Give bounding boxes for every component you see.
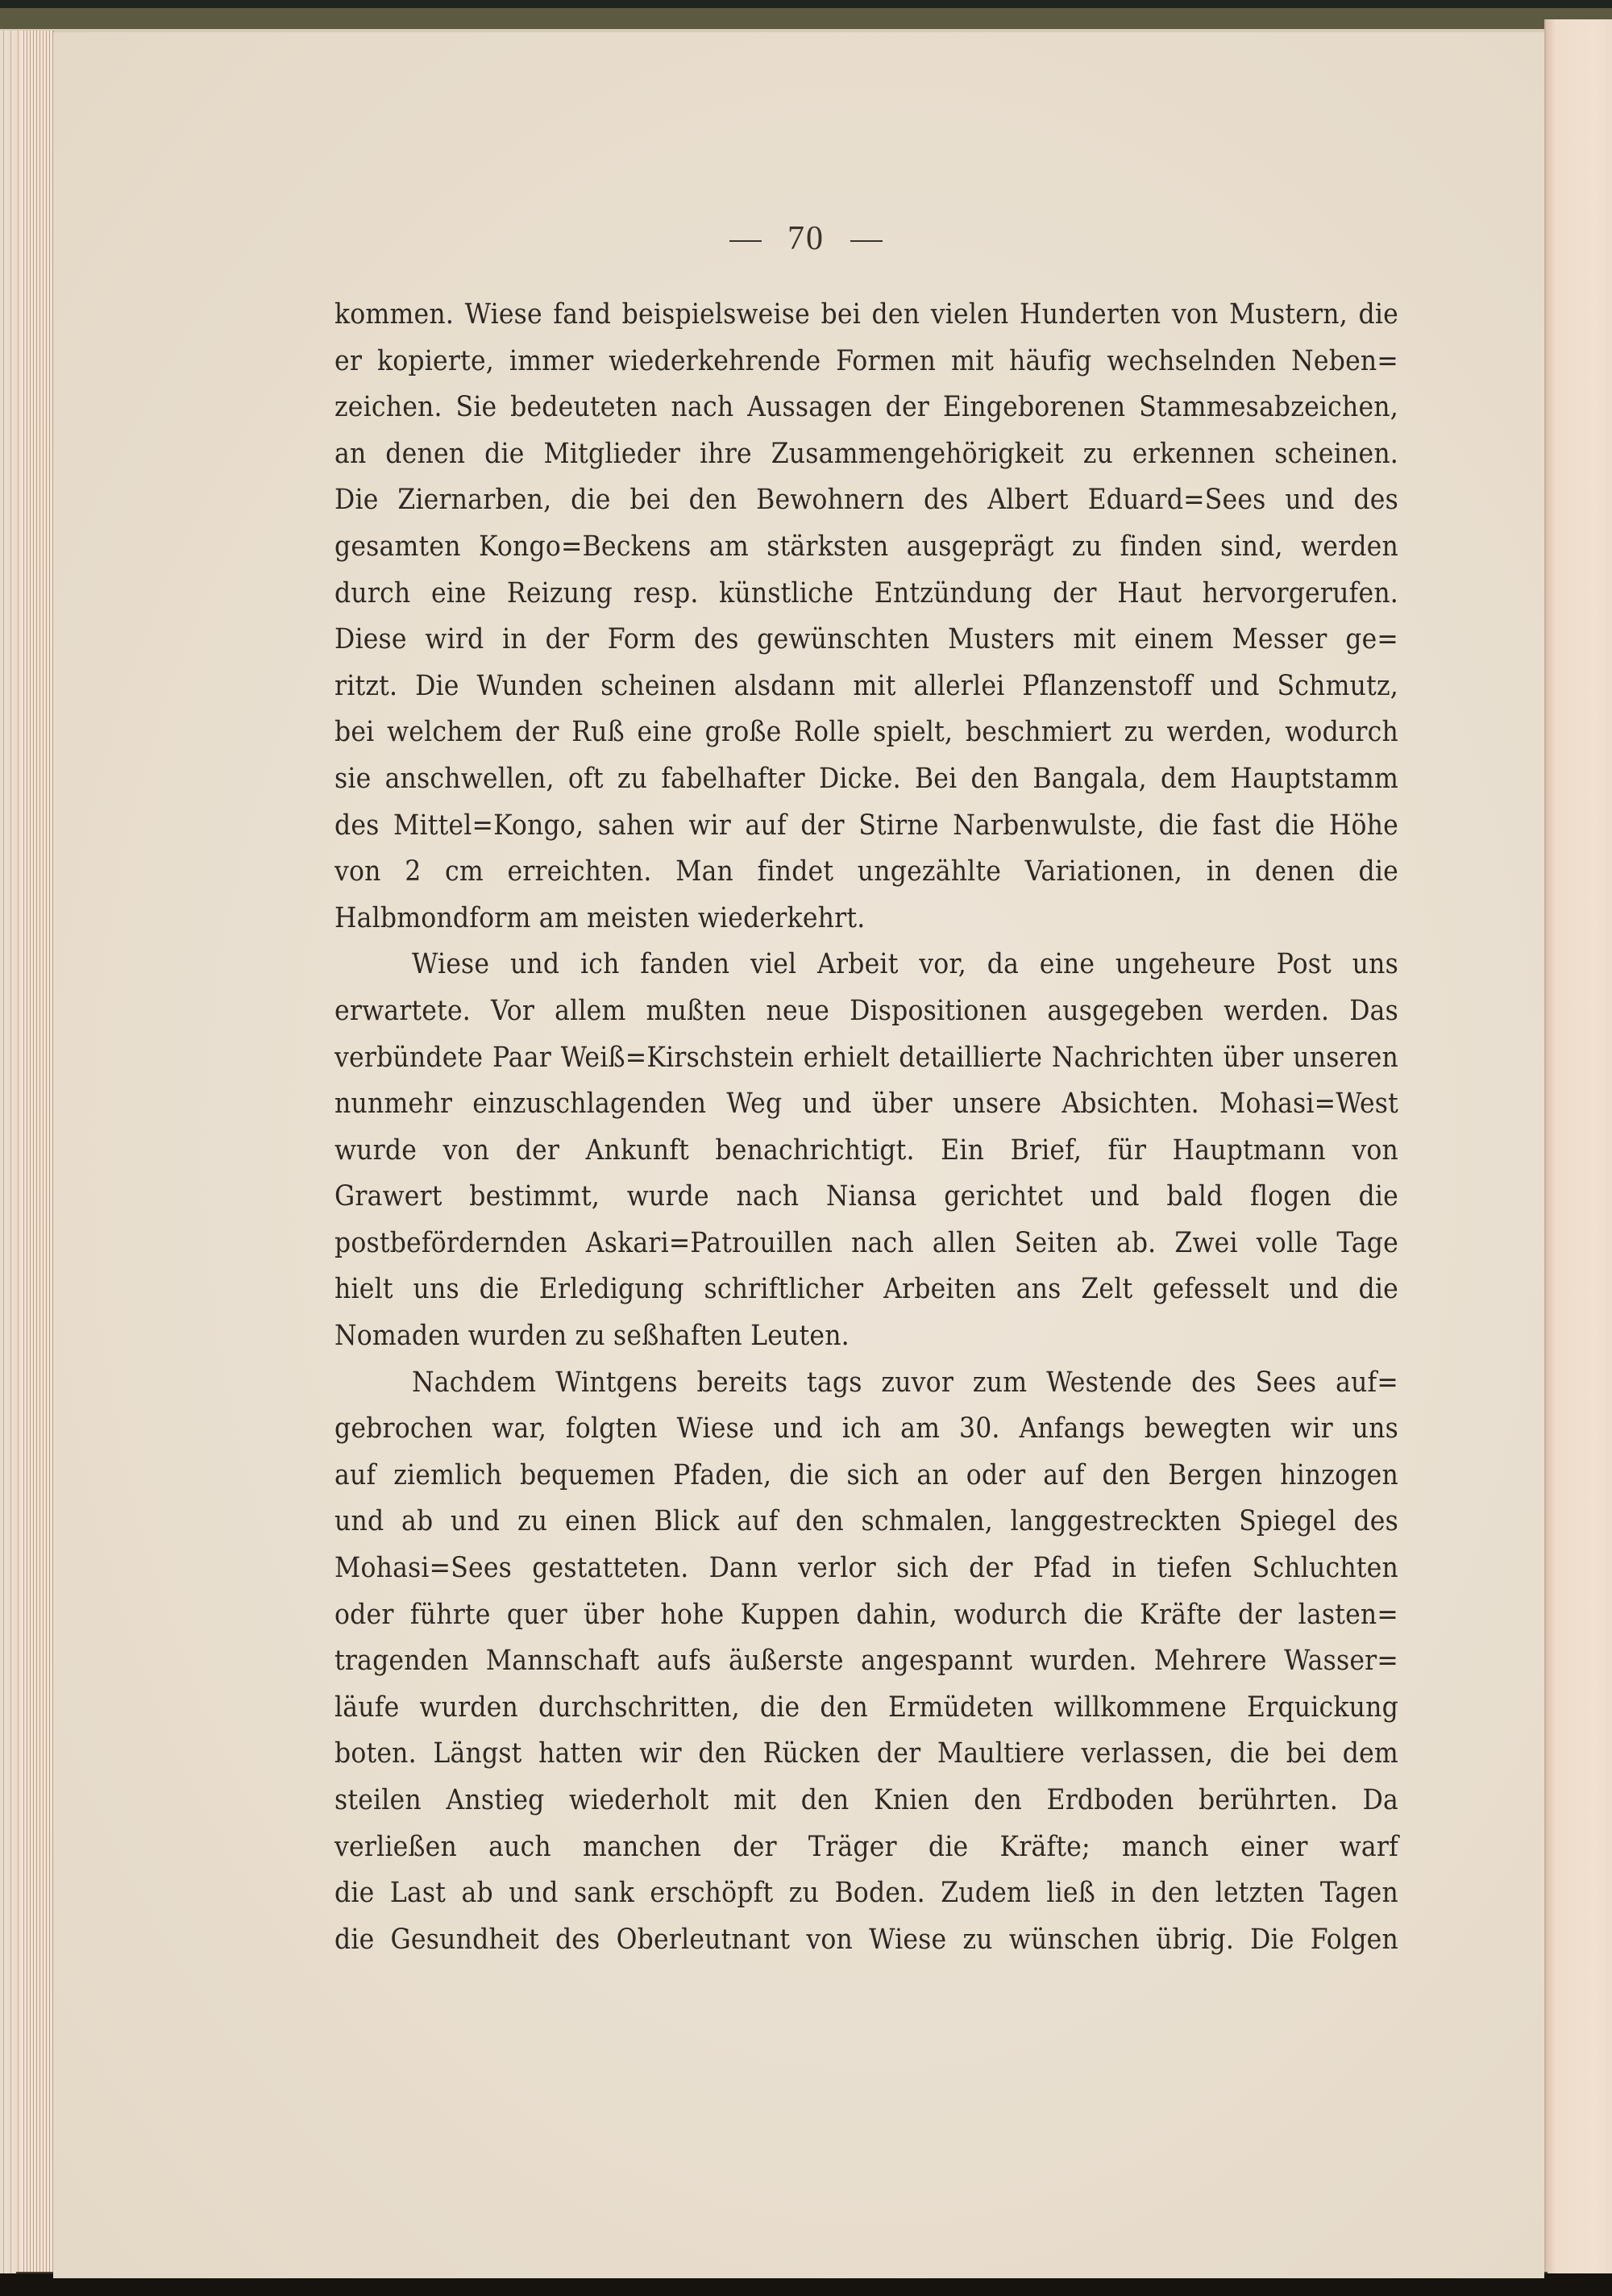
text-line: verließen auch manchen der Träger die Kräfte; manch einer warf: [334, 1830, 1398, 1863]
body-text: [334, 292, 1398, 1963]
text-line: auf ziemlich bequemen Pfaden, die sich an oder auf den Bergen hinzogen: [334, 1458, 1398, 1491]
text-line: nunmehr einzuschlagenden Weg und über unsere Absichten. Mohasi=West: [334, 1088, 1398, 1121]
text-line: bei welchem der Ruß eine große Rolle spielt, beschmiert zu werden, wodurch: [334, 716, 1398, 749]
text-line: postbefördernden Askari=Patrouillen nach allen Seiten ab. Zwei volle Tage: [334, 1226, 1398, 1259]
text-line: verbündete Paar Weiß=Kirschstein erhielt detaillierte Nachrichten über unseren: [334, 1041, 1398, 1074]
em-dash-right: [850, 240, 883, 242]
text-line: Grawert bestimmt, wurde nach Niansa gerichtet und bald flogen die: [334, 1180, 1398, 1213]
text-line: und ab und zu einen Blick auf den schmalen, langgestreckten Spiegel des: [334, 1505, 1398, 1538]
facing-page-edge: [1544, 19, 1612, 2277]
paragraph: [334, 1360, 1398, 1964]
text-line: steilen Anstieg wiederholt mit den Knien den Erdboden berührten. Da: [334, 1784, 1398, 1816]
text-line: sie anschwellen, oft zu fabelhafter Dicke. Bei den Bangala, dem Hauptstamm: [334, 762, 1398, 795]
text-line: tragenden Mannschaft aufs äußerste angespannt wurden. Mehrere Wasser=: [334, 1645, 1398, 1678]
page-number: 70: [787, 220, 825, 257]
text-line: Diese wird in der Form des gewünschten Musters mit einem Messer ge=: [334, 623, 1398, 656]
text-line: läufe wurden durchschritten, die den Ermüdeten willkommene Erquickung: [334, 1691, 1398, 1724]
text-line: gesamten Kongo=Beckens am stärksten ausgeprägt zu finden sind, werden: [334, 530, 1398, 563]
text-line: Wiese und ich fanden viel Arbeit vor, da eine ungeheure Post uns: [412, 948, 1398, 981]
text-line: Mohasi=Sees gestatteten. Dann verlor sich der Pfad in tiefen Schluchten: [334, 1552, 1398, 1585]
text-line: Nomaden wurden zu seßhaften Leuten.: [334, 1320, 850, 1353]
paragraph: [334, 292, 1398, 942]
text-line: zeichen. Sie bedeuteten nach Aussagen der Eingeborenen Stammesabzeichen,: [334, 391, 1398, 424]
text-line: die Gesundheit des Oberleutnant von Wiese zu wünschen übrig. Die Folgen: [334, 1923, 1398, 1956]
text-line: gebrochen war, folgten Wiese und ich am 30. Anfangs bewegten wir uns: [334, 1412, 1398, 1445]
text-line: des Mittel=Kongo, sahen wir auf der Stirne Narbenwulste, die fast die Höhe: [334, 809, 1398, 842]
text-line: oder führte quer über hohe Kuppen dahin, wodurch die Kräfte der lasten=: [334, 1598, 1398, 1631]
text-line: wurde von der Ankunft benachrichtigt. Ein Brief, für Hauptmann von: [334, 1133, 1398, 1167]
text-line: die Last ab und sank erschöpft zu Boden. Zudem ließ in den letzten Tagen: [334, 1877, 1398, 1910]
text-line: Die Ziernarben, die bei den Bewohnern des Albert Eduard=Sees und des: [334, 484, 1398, 517]
text-line: Nachdem Wintgens bereits tags zuvor zum Westende des Sees auf=: [412, 1366, 1398, 1399]
scan-background-top: [0, 0, 1612, 32]
page-number-header: [0, 219, 1612, 258]
text-line: hielt uns die Erledigung schriftlicher Arbeiten ans Zelt gefesselt und die: [334, 1273, 1398, 1306]
em-dash-left: [729, 240, 762, 242]
page-stack-layers: [21, 31, 53, 2273]
text-line: boten. Längst hatten wir den Rücken der Maultiere verlassen, die bei dem: [334, 1737, 1398, 1770]
text-line: er kopierte, immer wiederkehrende Formen mit häufig wechselnden Neben=: [334, 344, 1398, 377]
text-line: an denen die Mitglieder ihre Zusammengehörigkeit zu erkennen scheinen.: [334, 437, 1398, 470]
text-line: ritzt. Die Wunden scheinen alsdann mit allerlei Pflanzenstoff und Schmutz,: [334, 669, 1398, 702]
paragraph: [334, 942, 1398, 1359]
text-line: erwartete. Vor allem mußten neue Dispositionen ausgegeben werden. Das: [334, 994, 1398, 1027]
text-line: durch eine Reizung resp. künstliche Entzündung der Haut hervorgerufen.: [334, 576, 1398, 609]
text-line: kommen. Wiese fand beispielsweise bei den vielen Hunderten von Mustern, die: [334, 298, 1398, 331]
text-line: von 2 cm erreichten. Man findet ungezählte Variationen, in denen die: [334, 855, 1398, 888]
text-line: Halbmondform am meisten wiederkehrt.: [334, 901, 866, 934]
